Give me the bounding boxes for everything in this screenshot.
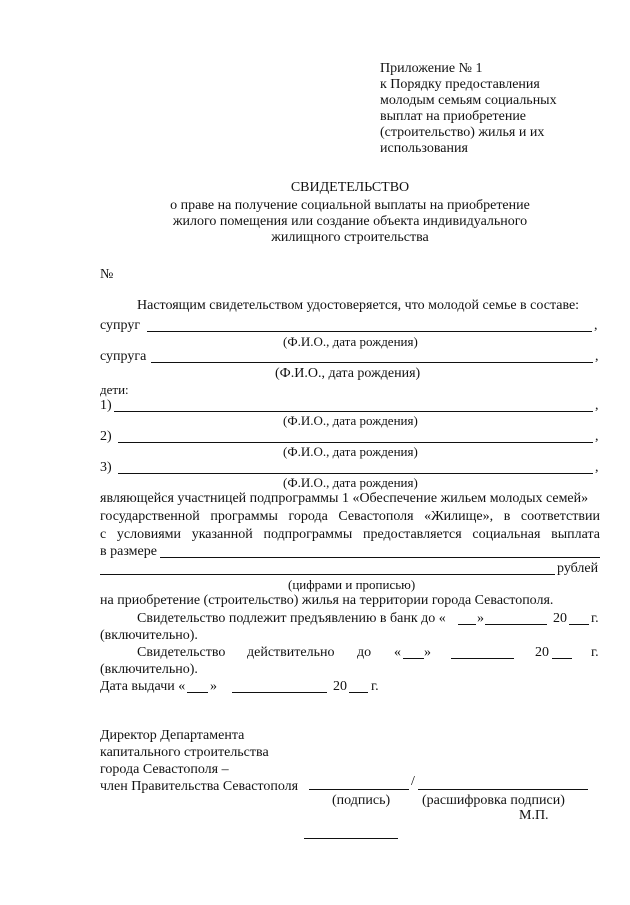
bottom-rule xyxy=(304,838,398,839)
signatory-line: член Правительства Севастополя xyxy=(100,779,299,794)
word: с xyxy=(100,527,107,542)
wife-label: супруга xyxy=(100,349,147,364)
valid-word-3: до xyxy=(357,645,372,660)
valid-word-2: действительно xyxy=(247,645,335,660)
stamp-place: М.П. xyxy=(519,808,549,823)
issue-month-field[interactable] xyxy=(232,692,327,693)
appendix-line: Приложение № 1 xyxy=(380,61,483,76)
amount-field-line-1[interactable] xyxy=(160,557,600,558)
title-subtitle xyxy=(0,198,630,246)
appendix-block xyxy=(380,61,557,157)
appendix-line: (строительство) жилья и их xyxy=(380,125,545,140)
signature-field[interactable] xyxy=(309,789,409,790)
child-1-label: 1) xyxy=(100,398,112,413)
children-label: дети: xyxy=(100,382,129,397)
word: указанной xyxy=(191,527,253,542)
purpose-text: на приобретение (строительство) жилья на территории города Севастополя. xyxy=(100,593,554,608)
certificate-number-label: № xyxy=(100,267,114,282)
issue-day-field[interactable] xyxy=(187,692,208,693)
signature-decode-field[interactable] xyxy=(418,789,588,790)
amount-field-line-2[interactable] xyxy=(100,574,555,575)
word: выплата xyxy=(551,527,600,542)
child-3-comma: , xyxy=(595,460,599,475)
title-line: жилого помещения или создание объекта индивидуального xyxy=(172,214,528,229)
signatory-block xyxy=(100,727,298,795)
husband-comma: , xyxy=(594,318,598,333)
appendix-line: к Порядку предоставления xyxy=(380,77,540,92)
signature-hint: (подпись) xyxy=(332,793,391,808)
word: «Жилище», xyxy=(424,509,494,524)
rubles-label: рублей xyxy=(557,561,599,576)
wife-fio-hint: (Ф.И.О., дата рождения) xyxy=(275,366,421,381)
word: города xyxy=(288,509,328,524)
valid-quote-close: » xyxy=(424,645,431,660)
body-line-2 xyxy=(100,509,600,525)
word: условиями xyxy=(116,527,182,542)
issue-year-prefix: 20 xyxy=(333,679,347,694)
word: в xyxy=(503,509,511,524)
signature-decode-hint: (расшифровка подписи) xyxy=(422,793,565,808)
signature-slash: / xyxy=(411,774,415,789)
word: предоставляется xyxy=(362,527,462,542)
title-line: жилищного строительства xyxy=(271,230,429,245)
appendix-line: выплат на приобретение xyxy=(380,109,527,124)
child-1-fio-hint: (Ф.И.О., дата рождения) xyxy=(283,413,418,428)
body-line-1: являющейся участницей подпрограммы 1 «Обеспечение жильем молодых семей» xyxy=(100,491,589,506)
child-2-fio-hint: (Ф.И.О., дата рождения) xyxy=(283,444,418,459)
child-3-label: 3) xyxy=(100,460,112,475)
word: социальная xyxy=(472,527,541,542)
bank-presentation-text: Свидетельство подлежит предъявлению в банк до « xyxy=(137,611,446,626)
bank-day-field[interactable] xyxy=(458,624,476,625)
bank-inclusive: (включительно). xyxy=(100,628,198,643)
signatory-line: города Севастополя – xyxy=(100,762,229,777)
valid-word-1: Свидетельство xyxy=(137,645,226,660)
word: программы xyxy=(210,509,278,524)
title-heading: СВИДЕТЕЛЬСТВО xyxy=(290,180,410,195)
issue-date-text: Дата выдачи « xyxy=(100,679,186,694)
bank-quote-close: » xyxy=(477,611,484,626)
wife-comma: , xyxy=(595,349,599,364)
appendix-line: использования xyxy=(380,141,468,156)
bank-month-field[interactable] xyxy=(485,624,547,625)
issue-year-suffix: г. xyxy=(371,679,379,694)
husband-fio-hint: (Ф.И.О., дата рождения) xyxy=(283,334,418,349)
signatory-line: капитального строительства xyxy=(100,745,269,760)
husband-field-line[interactable] xyxy=(147,331,592,332)
amount-hint: (цифрами и прописью) xyxy=(288,577,416,592)
valid-inclusive: (включительно). xyxy=(100,662,198,677)
valid-quote-open: « xyxy=(394,645,401,660)
word: государственной xyxy=(100,509,200,524)
amount-label: в размере xyxy=(100,544,157,559)
child-1-field-line[interactable] xyxy=(114,411,593,412)
child-1-comma: , xyxy=(595,398,599,413)
body-line-3 xyxy=(100,527,600,543)
child-3-field-line[interactable] xyxy=(118,473,593,474)
bank-year-prefix: 20 xyxy=(553,611,567,626)
child-3-fio-hint: (Ф.И.О., дата рождения) xyxy=(283,475,418,490)
valid-year-suffix: г. xyxy=(591,645,599,660)
bank-year-suffix: г. xyxy=(591,611,599,626)
valid-year-field[interactable] xyxy=(552,658,572,659)
child-2-field-line[interactable] xyxy=(118,442,593,443)
issue-year-field[interactable] xyxy=(349,692,368,693)
child-2-comma: , xyxy=(595,429,599,444)
child-2-label: 2) xyxy=(100,429,112,444)
title-line: о праве на получение социальной выплаты на приобретение xyxy=(170,198,530,213)
bank-year-field[interactable] xyxy=(569,624,589,625)
document-title xyxy=(0,180,630,196)
valid-month-field[interactable] xyxy=(451,658,514,659)
word: соответствии xyxy=(520,509,600,524)
wife-field-line[interactable] xyxy=(151,362,593,363)
valid-day-field[interactable] xyxy=(403,658,424,659)
signatory-line: Директор Департамента xyxy=(100,728,245,743)
word: Севастополя xyxy=(338,509,414,524)
intro-text: Настоящим свидетельством удостоверяется, что молодой семье в составе: xyxy=(137,298,580,313)
valid-year-prefix: 20 xyxy=(535,645,549,660)
issue-quote-close: » xyxy=(210,679,217,694)
word: подпрограммы xyxy=(263,527,353,542)
husband-label: супруг xyxy=(100,318,141,333)
appendix-line: молодым семьям социальных xyxy=(380,93,557,108)
